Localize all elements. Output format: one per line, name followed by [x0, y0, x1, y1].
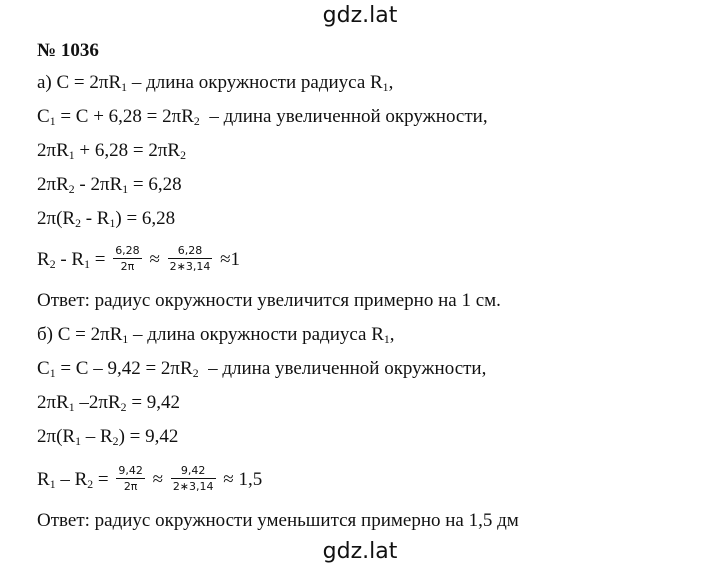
- part-b-line-4: $2\pi(R_1 - R_2) = 9,42$: [37, 426, 179, 448]
- fraction-a-2: $\frac{6,28}{2∗3,14}$: [169, 244, 211, 273]
- part-a-line-6: $R_2 - R_1$ = $\frac{6,28}{2\pi}$ ≈ $\frac{6,28}{2∗3,14}$ ≈1: [37, 244, 241, 273]
- part-b-line-2: $С_1 = С - 9,42 = 2\pi R_2$ – длина увеличенной окружности,: [37, 358, 487, 380]
- problem-number: № 1036: [37, 40, 99, 61]
- part-a-line-1: а) $С = 2\pi R_1$ – длина окружности радиуса $R_1$,: [37, 72, 394, 94]
- part-a-line-2: $С_1 = С + 6,28 = 2\pi R_2$ – длина увеличенной окружности,: [37, 106, 488, 128]
- part-a-line-3: $2\pi R_1 + 6,28 = 2\pi R_2$: [37, 140, 186, 162]
- fraction-a-1: $\frac{6,28}{2\pi}$: [115, 244, 140, 273]
- part-a-answer: Ответ: радиус окружности увеличится примерно на 1 см.: [37, 290, 501, 311]
- part-a-line-4: $2\pi R_2 - 2\pi R_1 = 6,28$: [37, 174, 182, 196]
- part-b-answer: Ответ: радиус окружности уменьшится примерно на 1,5 дм: [37, 510, 519, 531]
- part-b-line-1: б) $С = 2\pi R_1$ – длина окружности радиуса $R_1$,: [37, 324, 395, 346]
- watermark-bottom: gdz.lat: [322, 539, 398, 564]
- part-b-line-5: $R_1 - R_2$ = $\frac{9,42}{2\pi}$ ≈ $\frac{9,42}{2∗3,14}$ ≈ 1,5: [37, 464, 263, 493]
- fraction-b-2: $\frac{9,42}{2∗3,14}$: [172, 464, 214, 493]
- part-a-line-5: $2\pi(R_2 - R_1) = 6,28$: [37, 208, 176, 230]
- watermark-top: gdz.lat: [322, 3, 398, 28]
- part-b-line-3: $2\pi R_1$ $-2\pi R_2 = 9,42$: [37, 392, 181, 414]
- fraction-b-1: $\frac{9,42}{2\pi}$: [118, 464, 143, 493]
